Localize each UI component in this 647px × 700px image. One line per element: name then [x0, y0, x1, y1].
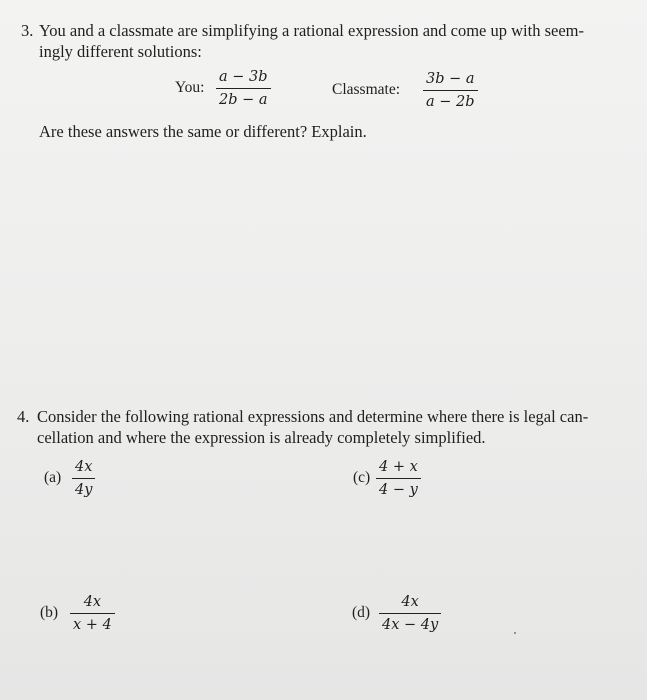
problem-4-text-line2: cellation and where the expression is already completely simplified.: [37, 428, 486, 447]
part-a-label: (a): [44, 469, 62, 486]
part-d-fraction: [379, 593, 441, 634]
problem-3-number: 3.: [21, 21, 34, 40]
classmate-denominator: a − 2b: [426, 94, 475, 110]
classmate-numerator: 3b − a: [426, 71, 475, 87]
part-c-fraction-bar: [376, 478, 421, 479]
you-fraction-bar: [216, 88, 271, 89]
part-a-fraction-bar: [72, 478, 95, 479]
problem-4-number: 4.: [17, 407, 30, 426]
part-d-fraction-bar: [379, 613, 441, 614]
you-denominator: 2b − a: [219, 92, 268, 108]
problem-3-text-line1: You and a classmate are simplifying a rational expression and come up with seem-: [39, 21, 584, 40]
part-a-fraction: [72, 458, 95, 499]
problem-4-text-line1: Consider the following rational expressions and determine where there is legal can-: [37, 407, 589, 426]
problem-3-text-line2: ingly different solutions:: [39, 42, 202, 61]
you-fraction: [216, 68, 271, 109]
part-b-label: (b): [40, 604, 59, 621]
part-b-numerator: 4x: [83, 594, 102, 610]
part-b-fraction-bar: [70, 613, 115, 614]
part-a-denominator: 4y: [75, 482, 93, 498]
problem-3-question: Are these answers the same or different? Explain.: [39, 122, 367, 141]
stray-pencil-mark: [514, 632, 516, 634]
you-numerator: a − 3b: [219, 69, 268, 85]
part-c-denominator: 4 − y: [379, 482, 418, 498]
part-d-denominator: 4x − 4y: [382, 617, 439, 633]
part-b-fraction: [70, 593, 115, 634]
part-d-label: (d): [352, 604, 371, 621]
classmate-fraction: [423, 70, 478, 111]
you-label: You:: [175, 79, 205, 96]
part-c-label: (c): [353, 469, 371, 486]
classmate-fraction-bar: [423, 90, 478, 91]
classmate-label: Classmate:: [332, 81, 401, 98]
part-b-denominator: x + 4: [73, 617, 112, 633]
part-c-numerator: 4 + x: [379, 459, 418, 475]
part-d-numerator: 4x: [401, 594, 419, 610]
part-a-numerator: 4x: [75, 459, 93, 475]
part-c-fraction: [376, 458, 421, 499]
